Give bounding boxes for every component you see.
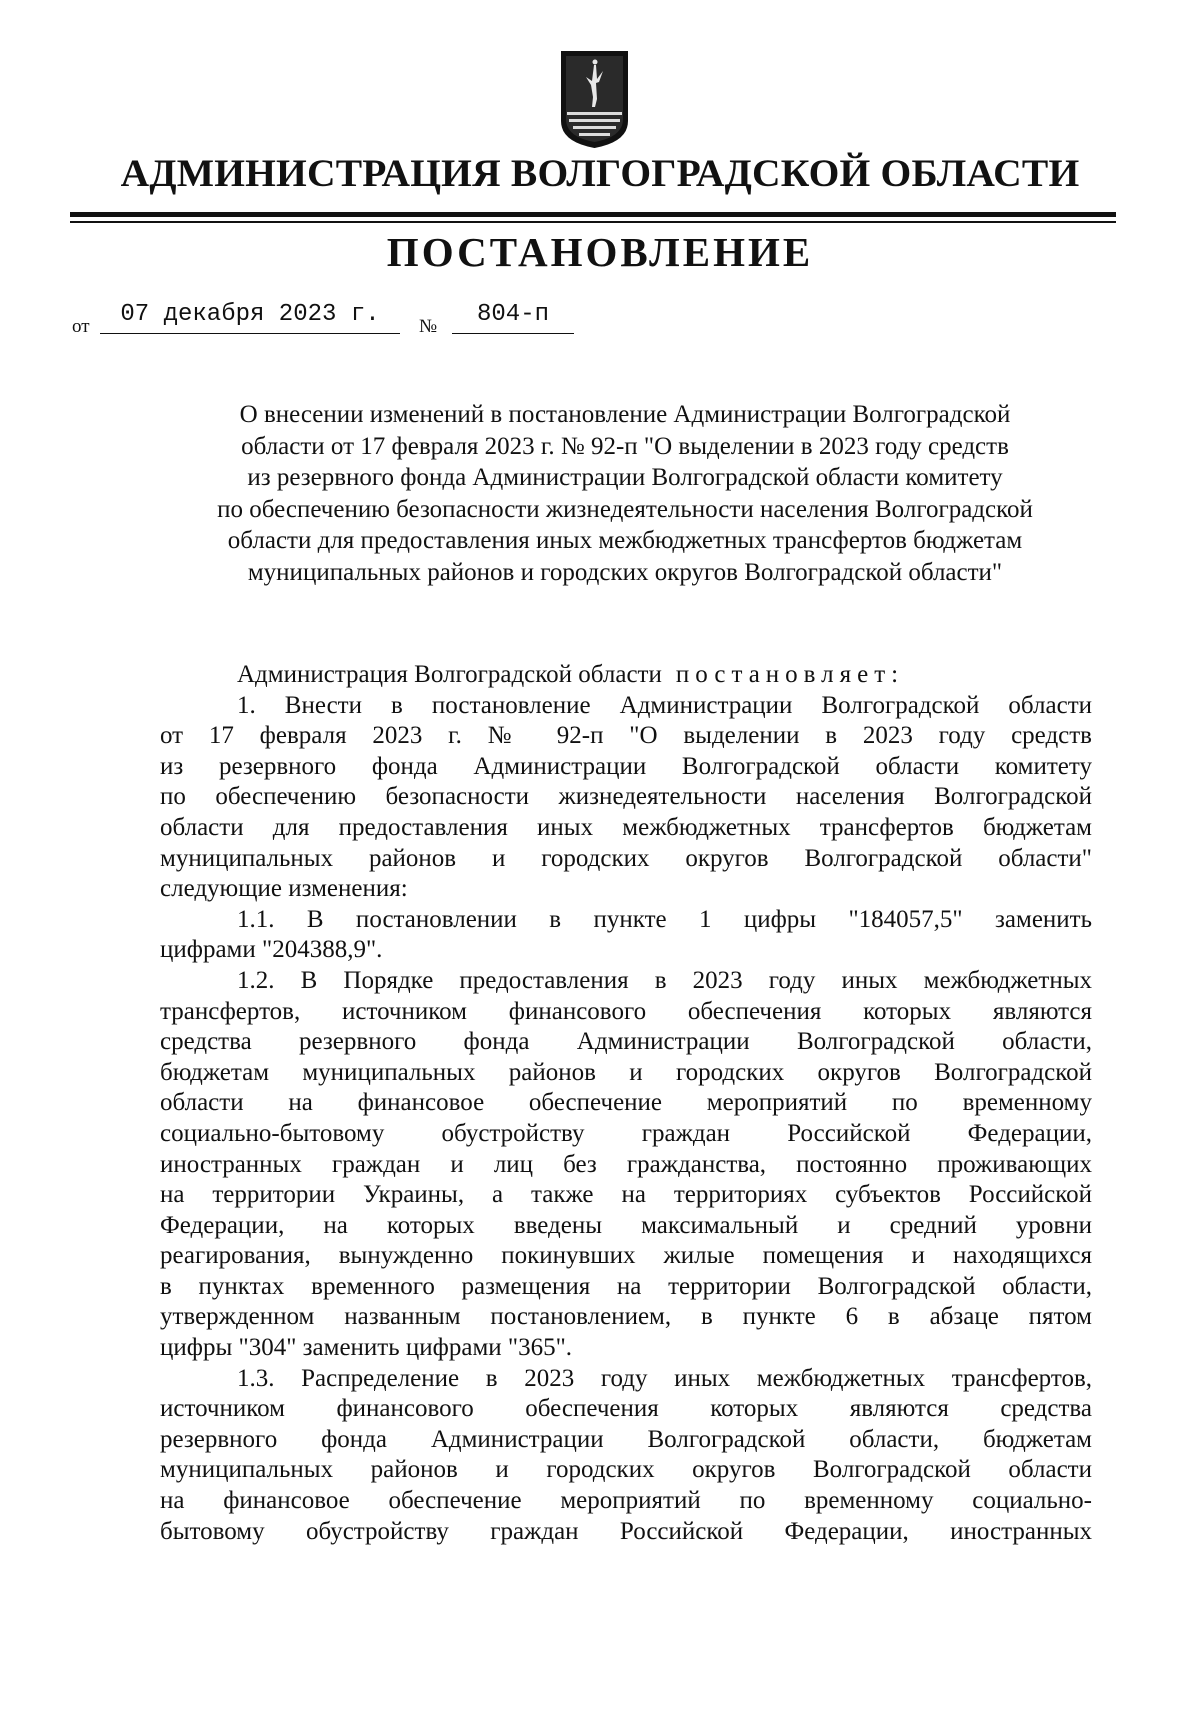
body-line: социально-бытовому обустройству граждан Российской Федерации,	[160, 1119, 1092, 1147]
body-line: цифры "304" заменить цифрами "365".	[160, 1334, 573, 1362]
body-line: бытовому обустройству граждан Российской Федерации, иностранных	[160, 1517, 1092, 1545]
subject-line: из резервного фонда Администрации Волгоградской области комитету	[247, 464, 1003, 492]
date-field: 07 декабря 2023 г.	[100, 300, 400, 334]
body-line: 1.1. В постановлении в пункте 1 цифры "184057,5" заменить	[237, 905, 1092, 933]
document-type-title: ПОСТАНОВЛЕНИЕ	[386, 229, 814, 275]
body-line: иностранных граждан и лиц без гражданства, постоянно проживающих	[160, 1150, 1092, 1178]
date-number-line	[0, 300, 1200, 340]
body-line: от 17 февраля 2023 г. № 92-п "О выделении в 2023 году средств	[160, 722, 1092, 750]
body-line: на финансовое обеспечение мероприятий по временному социально-	[160, 1487, 1092, 1515]
body-line: из резервного фонда Администрации Волгоградской области комитету	[160, 752, 1092, 780]
body-line: муниципальных районов и городских округов Волгоградской области"	[160, 844, 1092, 872]
body-line: области на финансовое обеспечение мероприятий по временному	[160, 1089, 1092, 1117]
body-line: 1.3. Распределение в 2023 году иных межбюджетных трансфертов,	[237, 1364, 1092, 1392]
preamble-verb: постановляет:	[675, 661, 905, 688]
body-line: средства резервного фонда Администрации Волгоградской области,	[160, 1028, 1092, 1056]
body-line: муниципальных районов и городских округов Волгоградской области	[160, 1456, 1092, 1484]
number-field: 804-п	[452, 300, 574, 334]
document-body	[160, 660, 1092, 1547]
organization-title: АДМИНИСТРАЦИЯ ВОЛГОГРАДСКОЙ ОБЛАСТИ	[120, 151, 1080, 195]
body-line: бюджетам муниципальных районов и городских округов Волгоградской	[160, 1058, 1092, 1086]
preamble-issuer: Администрация Волгоградской области	[237, 661, 662, 688]
header-rule-thin	[70, 221, 1116, 223]
body-line: реагирования, вынужденно покинувших жилые помещения и находящихся	[160, 1242, 1092, 1270]
preamble	[160, 660, 1092, 691]
body-line: на территории Украины, а также на территориях субъектов Российской	[160, 1181, 1092, 1209]
body-line: области для предоставления иных межбюджетных трансфертов бюджетам	[160, 813, 1092, 841]
body-line: 1.2. В Порядке предоставления в 2023 году иных межбюджетных	[237, 966, 1092, 994]
document-subject	[160, 399, 1090, 589]
body-line: резервного фонда Администрации Волгоградской области, бюджетам	[160, 1425, 1092, 1453]
body-line: следующие изменения:	[160, 875, 408, 903]
date-prefix: от	[72, 316, 90, 337]
body-line: Федерации, на которых введены максимальный и средний уровни	[160, 1211, 1092, 1239]
body-line: по обеспечению безопасности жизнедеятельности населения Волгоградской	[160, 783, 1092, 811]
subject-line: О внесении изменений в постановление Администрации Волгоградской	[239, 401, 1011, 428]
subject-line: области для предоставления иных межбюджетных трансфертов бюджетам	[227, 527, 1023, 555]
body-line: трансфертов, источником финансового обеспечения которых являются	[160, 997, 1092, 1025]
number-prefix: №	[419, 316, 438, 337]
body-line: 1. Внести в постановление Администрации Волгоградской области	[237, 691, 1092, 719]
body-line: источником финансового обеспечения которых являются средства	[160, 1395, 1092, 1423]
subject-line: области от 17 февраля 2023 г. № 92-п "О выделении в 2023 году средств	[241, 432, 1009, 460]
header-rule-thick	[70, 212, 1116, 217]
body-line: в пунктах временного размещения на территории Волгоградской области,	[160, 1272, 1092, 1300]
body-line: цифрами "204388,9".	[160, 936, 383, 964]
body-line: утвержденном названным постановлением, в пункте 6 в абзаце пятом	[160, 1303, 1092, 1331]
subject-line: по обеспечению безопасности жизнедеятельности населения Волгоградской	[217, 495, 1033, 523]
subject-line: муниципальных районов и городских округов Волгоградской области"	[247, 558, 1003, 586]
coat-of-arms-icon	[559, 49, 630, 149]
